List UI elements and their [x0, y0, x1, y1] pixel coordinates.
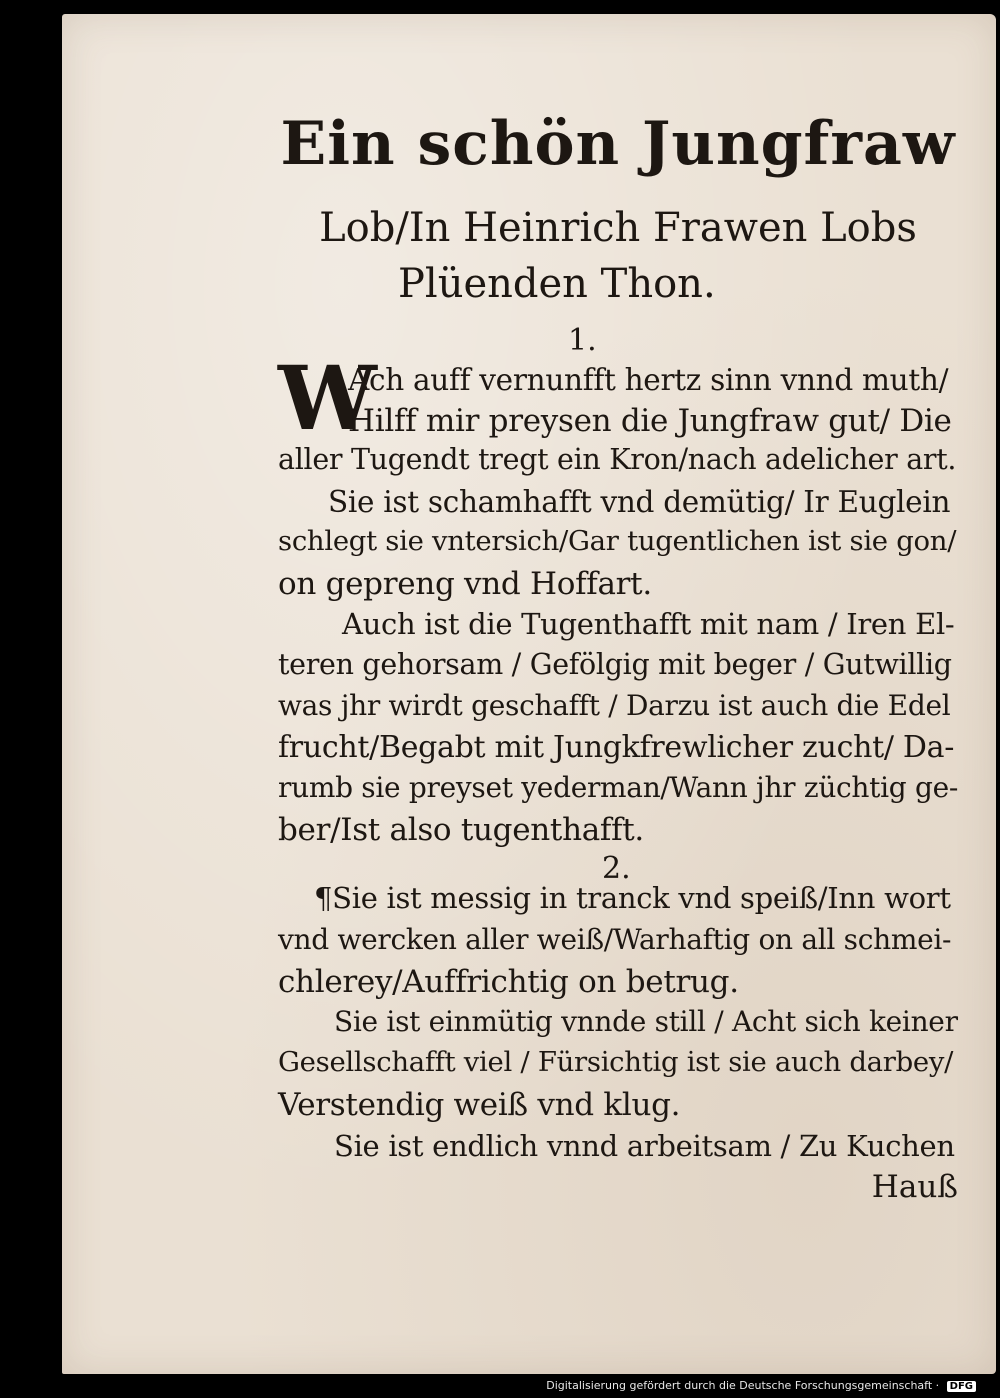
verse-line: rumb sie preyset yederman/Wann jhr züchtig ge- — [278, 771, 959, 804]
initial-letter: W — [278, 346, 377, 450]
verse-line: aller Tugendt tregt ein Kron/nach adelicher art. — [278, 443, 957, 476]
section-1-number: 1. — [568, 323, 597, 358]
dfg-logo-icon: DFG — [947, 1381, 976, 1392]
verse-line: on gepreng vnd Hoffart. — [278, 566, 652, 602]
verse-line: Ach auff vernunfft hertz sinn vnnd muth/ — [348, 363, 949, 397]
verse-line: Sie ist einmütig vnnde still / Acht sich keiner — [334, 1005, 958, 1038]
title-main: Ein schön Jungfraw — [280, 109, 956, 179]
catchword: Hauß — [871, 1169, 958, 1205]
title-subtitle: Lob/In Heinrich Frawen Lobs — [319, 205, 917, 251]
verse-line: teren gehorsam / Gefölgig mit beger / Gutwillig — [278, 648, 952, 681]
verse-line: Verstendig weiß vnd klug. — [278, 1087, 681, 1123]
section-2-number: 2. — [602, 851, 631, 886]
credit-text: Digitalisierung gefördert durch die Deutsche Forschungsgemeinschaft · — [546, 1379, 940, 1392]
paper-page — [62, 14, 996, 1374]
verse-line: was jhr wirdt geschafft / Darzu ist auch die Edel — [278, 689, 951, 722]
verse-line: vnd wercken aller weiß/Warhaftig on all schmei- — [278, 923, 952, 956]
verse-line: frucht/Begabt mit Jungkfrewlicher zucht/ Da- — [278, 730, 955, 765]
verse-line: chlerey/Auffrichtig on betrug. — [278, 964, 739, 1000]
title-subtitle-2: Plüenden Thon. — [398, 261, 716, 307]
verse-line: Auch ist die Tugenthafft mit nam / Iren El- — [342, 607, 955, 641]
verse-line: ber/Ist also tugenthafft. — [278, 812, 644, 848]
verse-line: Hilff mir preysen die Jungfraw gut/ Die — [348, 403, 952, 439]
verse-line: Gesellschafft viel / Fürsichtig ist sie auch darbey/ — [278, 1046, 954, 1078]
verse-line: Sie ist endlich vnnd arbeitsam / Zu Kuchen — [334, 1129, 955, 1163]
verse-line: Sie ist schamhafft vnd demütig/ Ir Euglein — [328, 485, 951, 519]
verse-line: ¶Sie ist messig in tranck vnd speiß/Inn wort — [314, 881, 951, 915]
digitization-credit — [546, 1379, 976, 1392]
verse-line: schlegt sie vntersich/Gar tugentlichen ist sie gon/ — [278, 525, 957, 557]
